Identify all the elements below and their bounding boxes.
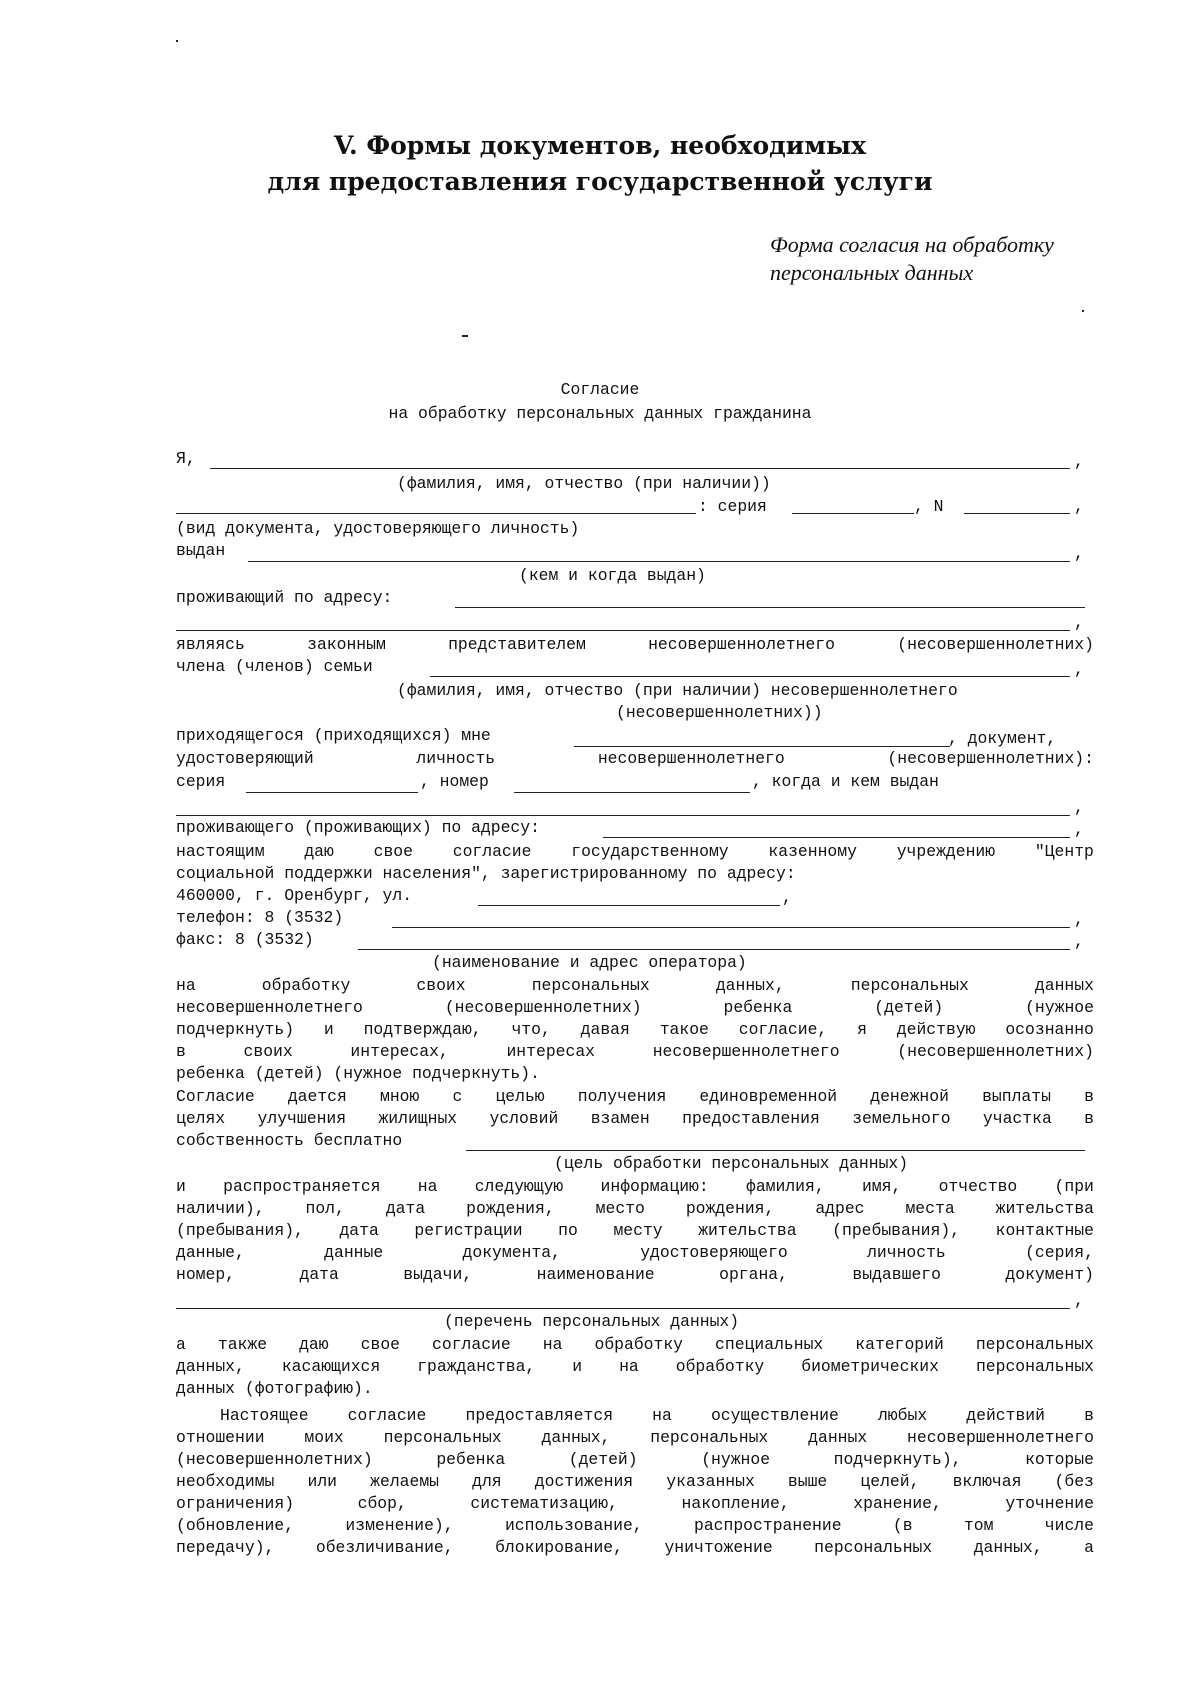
- p3-text-3-word: контактные: [995, 1221, 1094, 1240]
- p1-text-4-word: интересах,: [350, 1042, 449, 1061]
- p1-text-3-word: согласие,: [738, 1020, 828, 1039]
- p5-line-2: [176, 1428, 1094, 1448]
- relation-field-line: [574, 746, 950, 747]
- p5-text-3-word: подчеркнуть),: [833, 1450, 962, 1469]
- p1-text-2-word: ребенка: [723, 998, 793, 1017]
- p5-text-5-word: систематизацию,: [470, 1494, 618, 1513]
- comma: ,: [1074, 820, 1084, 839]
- p4-text-2-word: обработку: [675, 1357, 765, 1376]
- p1-text-1-word: персональных: [850, 976, 969, 995]
- child-doc-field-line: [176, 815, 1070, 816]
- p5-text-3-word: (детей): [568, 1450, 638, 1469]
- p4-text-1-word: на: [542, 1335, 563, 1354]
- vydan-caption: (кем и когда выдан): [519, 566, 706, 585]
- p5-text-6-word: числе: [1044, 1516, 1094, 1535]
- fax-field-line: [358, 949, 1070, 950]
- p4-text-1-word: персональных: [975, 1335, 1094, 1354]
- p5-text-2-word: персональных: [383, 1428, 502, 1447]
- p3-text-1-word: имя,: [861, 1177, 902, 1196]
- rep-text-word: законным: [307, 635, 386, 654]
- rep-text-word: (несовершеннолетних): [897, 635, 1094, 654]
- form-note-line1: Форма согласия на обработку: [770, 232, 1054, 257]
- p3-text-1-word: распространяется: [223, 1177, 381, 1196]
- p5-text-1-word: любых: [877, 1406, 928, 1425]
- phone-field-line: [392, 927, 1070, 928]
- p5-text-1-word: предоставляется: [465, 1406, 614, 1425]
- address-field-line-2: [176, 630, 1070, 631]
- p3-text-3-word: (пребывания),: [176, 1221, 304, 1240]
- p5-text-4-word: необходимы: [176, 1472, 275, 1491]
- rep-text-word: несовершеннолетнего: [648, 635, 835, 654]
- p5-text-4-word: достижения: [534, 1472, 634, 1491]
- p3-text-1-word: на: [417, 1177, 438, 1196]
- p2-text-2-word: земельного: [852, 1109, 951, 1128]
- p1-text-4-word: (несовершеннолетних): [897, 1042, 1094, 1061]
- p4-text-2-word: данных,: [176, 1357, 245, 1376]
- p5-line-6: [176, 1516, 1094, 1536]
- p1-line-3: [176, 1020, 1094, 1040]
- comma: ,: [1074, 452, 1084, 471]
- nomer-field-line: [514, 792, 750, 793]
- p3-text-1-word: (при: [1054, 1177, 1094, 1196]
- consent-text-1-word: учреждению: [896, 842, 996, 861]
- p2-text-2-word: целях: [176, 1109, 226, 1128]
- p1-text-3-word: осознанно: [1005, 1020, 1094, 1039]
- p1-line-2: [176, 998, 1094, 1018]
- p3-text-3-word: по: [558, 1221, 578, 1240]
- p5-text-2-word: несовершеннолетнего: [907, 1428, 1094, 1447]
- consent-text-1-word: свое: [373, 842, 413, 861]
- list-caption: (перечень персональных данных): [444, 1312, 740, 1331]
- p1-line-5: ребенка (детей) (нужное подчеркнуть).: [176, 1064, 540, 1083]
- p5-text-7-word: блокирование,: [495, 1538, 623, 1557]
- p5-text-5-word: хранение,: [853, 1494, 942, 1513]
- fio-caption: (фамилия, имя, отчество (при наличии)): [397, 474, 771, 493]
- data-list-field-line: [176, 1308, 1070, 1309]
- p1-text-3-word: подтверждаю,: [363, 1020, 482, 1039]
- operator-caption: (наименование и адрес оператора): [432, 953, 747, 972]
- p3-text-3-word: дата: [339, 1221, 379, 1240]
- p2-text-1-word: получения: [577, 1087, 667, 1106]
- p5-text-2-word: моих: [304, 1428, 344, 1447]
- document-label: , документ,: [948, 729, 1057, 748]
- p5-line-3: [176, 1450, 1094, 1470]
- p2-line-1: [176, 1087, 1094, 1107]
- p3-text-2-word: наличии),: [176, 1199, 265, 1218]
- consent-subtitle: на обработку персональных данных гражданина: [388, 404, 812, 423]
- consent-text-1-word: "Центр: [1034, 842, 1094, 861]
- p5-text-7-word: обезличивание,: [315, 1538, 454, 1557]
- p5-text-5-word: накопление,: [681, 1494, 790, 1513]
- p5-line-7: [176, 1538, 1094, 1558]
- consent-text-1-word: даю: [304, 842, 334, 861]
- p2-text-1-word: целью: [495, 1087, 545, 1106]
- p5-text-2-word: персональных: [650, 1428, 769, 1447]
- form-note: [770, 231, 1100, 287]
- p3-text-3-word: (пребывания),: [832, 1221, 961, 1240]
- p4-line-3: данных (фотографию).: [176, 1379, 373, 1398]
- child-address-field-line: [603, 837, 1070, 838]
- p1-line-4: [176, 1042, 1094, 1062]
- doc-caption: (вид документа, удостоверяющего личность): [176, 519, 580, 538]
- p4-text-2-word: гражданства,: [417, 1357, 536, 1376]
- p2-text-2-word: предоставления: [682, 1109, 820, 1128]
- vydan-label: выдан: [176, 541, 226, 560]
- p5-text-5-word: сбор,: [357, 1494, 407, 1513]
- p3-line-3: [176, 1221, 1094, 1241]
- rep-text-word: представителем: [448, 635, 586, 654]
- comma: ,: [782, 888, 792, 907]
- p3-text-4-word: (серия,: [1025, 1243, 1094, 1262]
- p1-text-4-word: несовершеннолетнего: [652, 1042, 840, 1061]
- p5-text-7-word: уничтожение: [664, 1538, 773, 1557]
- p2-text-1-word: в: [1084, 1087, 1094, 1106]
- p5-text-6-word: (обновление,: [176, 1516, 295, 1535]
- p5-text-1-word: осуществление: [710, 1406, 839, 1425]
- child-fio-field-line: [430, 676, 1070, 677]
- p5-text-6-word: распространение: [694, 1516, 842, 1535]
- p5-text-4-word: указанных: [666, 1472, 755, 1491]
- p5-text-7-word: а: [1084, 1538, 1094, 1557]
- p4-text-1-word: свое: [360, 1335, 400, 1354]
- purpose-caption: (цель обработки персональных данных): [554, 1154, 909, 1173]
- p1-text-1-word: своих: [416, 976, 466, 995]
- address-label: проживающий по адресу:: [176, 588, 393, 607]
- p4-text-1-word: даю: [299, 1335, 329, 1354]
- p2-text-1-word: единовременной: [699, 1087, 838, 1106]
- besplatno-label: собственность бесплатно: [176, 1131, 403, 1150]
- p4-line-2: [176, 1357, 1094, 1377]
- ya-label: Я,: [176, 449, 196, 468]
- prikhod-label: приходящегося (приходящихся) мне: [176, 726, 491, 745]
- p1-text-2-word: (несовершеннолетних): [444, 998, 642, 1017]
- comma: ,: [1074, 613, 1084, 632]
- consent-line-1: [176, 842, 1094, 862]
- rep-text-word: являясь: [176, 635, 245, 654]
- p4-text-2-word: персональных: [975, 1357, 1094, 1376]
- seria-field-line: [792, 513, 914, 514]
- p1-text-1-word: обработку: [261, 976, 351, 995]
- udost-text-word: удостоверяющий: [176, 749, 314, 768]
- p3-text-2-word: жительства: [995, 1199, 1094, 1218]
- p3-text-5-word: наименование: [536, 1265, 655, 1284]
- p5-text-6-word: (в: [892, 1516, 913, 1535]
- scan-speck: [1082, 310, 1084, 312]
- p3-text-5-word: выдавшего: [852, 1265, 941, 1284]
- p4-text-2-word: биометрических: [801, 1357, 939, 1376]
- p3-text-5-word: дата: [299, 1265, 339, 1284]
- p1-text-3-word: я: [857, 1020, 867, 1039]
- p5-text-4-word: (без: [1054, 1472, 1094, 1491]
- fax-label: факс: 8 (3532): [176, 930, 314, 949]
- p5-text-4-word: или: [307, 1472, 338, 1491]
- p3-line-5: [176, 1265, 1094, 1285]
- p3-text-4-word: удостоверяющего: [640, 1243, 788, 1262]
- p1-text-1-word: данных,: [715, 976, 785, 995]
- p5-line-4: [176, 1472, 1094, 1492]
- p5-text-4-word: выше: [787, 1472, 828, 1491]
- p2-text-2-word: улучшения: [257, 1109, 347, 1128]
- p2-text-2-word: жилищных: [378, 1109, 458, 1128]
- p4-text-2-word: на: [619, 1357, 639, 1376]
- p3-text-1-word: следующую: [474, 1177, 564, 1196]
- comma: ,: [1074, 910, 1084, 929]
- p5-text-4-word: целей,: [860, 1472, 920, 1491]
- scan-speck: [176, 40, 178, 42]
- p5-text-3-word: (нужное: [701, 1450, 771, 1469]
- p1-text-3-word: действую: [896, 1020, 976, 1039]
- p1-text-3-word: такое: [659, 1020, 709, 1039]
- street-field-line: [478, 905, 780, 906]
- p3-line-4: [176, 1243, 1094, 1263]
- p1-text-3-word: и: [323, 1020, 334, 1039]
- p1-text-1-word: данных: [1034, 976, 1094, 995]
- p1-line-1: [176, 976, 1094, 996]
- p3-text-1-word: фамилия,: [745, 1177, 825, 1196]
- child-caption-1: (фамилия, имя, отчество (при наличии) несовершеннолетнего: [397, 681, 958, 700]
- p5-text-2-word: данных,: [541, 1428, 611, 1447]
- p5-line-5: [176, 1494, 1094, 1514]
- p5-text-3-word: которые: [1025, 1450, 1094, 1469]
- p2-text-1-word: с: [452, 1087, 463, 1106]
- seria2-label: серия: [176, 772, 226, 791]
- consent-text-1-word: казенному: [768, 842, 857, 861]
- p3-text-5-word: номер,: [176, 1265, 236, 1284]
- p4-text-1-word: а: [176, 1335, 186, 1354]
- p3-text-4-word: данные,: [176, 1243, 245, 1262]
- p5-text-3-word: ребенка: [436, 1450, 506, 1469]
- p3-text-2-word: дата: [385, 1199, 426, 1218]
- scan-speck: [462, 335, 468, 337]
- nomer-label: , номер: [420, 772, 489, 791]
- udost-line: [176, 749, 1094, 769]
- p2-text-1-word: денежной: [870, 1087, 949, 1106]
- p5-text-7-word: передачу),: [176, 1538, 275, 1557]
- p1-text-3-word: подчеркнуть): [176, 1020, 295, 1039]
- child-caption-2: (несовершеннолетних)): [616, 703, 823, 722]
- p1-text-2-word: несовершеннолетнего: [176, 998, 363, 1017]
- p2-text-1-word: мною: [379, 1087, 420, 1106]
- comma: ,: [1074, 1291, 1084, 1310]
- p4-text-2-word: касающихся: [281, 1357, 381, 1376]
- p3-line-2: [176, 1199, 1094, 1219]
- consent-text-1-word: настоящим: [176, 842, 265, 861]
- comma: ,: [1074, 544, 1084, 563]
- p5-text-7-word: персональных: [814, 1538, 933, 1557]
- p1-text-3-word: что,: [511, 1020, 551, 1039]
- p3-text-1-word: отчество: [938, 1177, 1018, 1196]
- p5-text-6-word: использование,: [504, 1516, 643, 1535]
- prozh2-label: проживающего (проживающих) по адресу:: [176, 818, 540, 837]
- p5-text-5-word: уточнение: [1005, 1494, 1094, 1513]
- p2-text-2-word: в: [1084, 1109, 1094, 1128]
- p4-text-1-word: специальных: [715, 1335, 824, 1354]
- address2-label: 460000, г. Оренбург, ул.: [176, 886, 413, 905]
- section-heading-line1: V. Формы документов, необходимых: [333, 131, 867, 160]
- p5-text-3-word: (несовершеннолетних): [176, 1450, 373, 1469]
- p3-text-4-word: личность: [867, 1243, 946, 1262]
- p5-text-6-word: изменение),: [345, 1516, 454, 1535]
- p5-text-1-word: на: [652, 1406, 672, 1425]
- p5-text-1-word: согласие: [347, 1406, 427, 1425]
- p3-text-1-word: и: [176, 1177, 186, 1196]
- p3-text-3-word: жительства: [698, 1221, 797, 1240]
- p2-text-2-word: условий: [489, 1109, 559, 1128]
- doc-type-field-line: [176, 513, 696, 514]
- p1-text-1-word: персональных: [531, 976, 650, 995]
- number-label: , N: [914, 497, 944, 516]
- p3-text-3-word: регистрации: [414, 1221, 523, 1240]
- p2-text-2-word: взамен: [590, 1109, 650, 1128]
- p1-text-2-word: (нужное: [1025, 998, 1094, 1017]
- rep-line-1: [176, 635, 1094, 655]
- p5-text-7-word: данных,: [973, 1538, 1043, 1557]
- p5-line-1: [220, 1406, 1094, 1426]
- p5-text-1-word: в: [1084, 1406, 1094, 1425]
- p5-text-1-word: действий: [966, 1406, 1045, 1425]
- p5-text-2-word: данных: [808, 1428, 868, 1447]
- udost-text-word: (несовершеннолетних):: [887, 749, 1094, 768]
- udost-text-word: несовершеннолетнего: [597, 749, 785, 768]
- p3-text-5-word: органа,: [719, 1265, 788, 1284]
- seria-label: : серия: [698, 497, 767, 516]
- p3-text-5-word: документ): [1005, 1265, 1094, 1284]
- p3-text-2-word: места: [905, 1199, 955, 1218]
- p5-text-2-word: отношении: [176, 1428, 265, 1447]
- p2-line-2: [176, 1109, 1094, 1129]
- p1-text-3-word: давая: [580, 1020, 630, 1039]
- comma: ,: [1074, 497, 1084, 516]
- fio-field-line: [210, 468, 1070, 469]
- p5-text-1-word: Настоящее: [220, 1406, 309, 1425]
- p1-text-4-word: в: [176, 1042, 186, 1061]
- p4-line-1: [176, 1335, 1094, 1355]
- p5-text-4-word: желаемы: [370, 1472, 439, 1491]
- p2-text-1-word: Согласие: [176, 1087, 255, 1106]
- p1-text-4-word: интересах: [506, 1042, 595, 1061]
- consent-line-2: социальной поддержки населения", зарегистрированному по адресу:: [176, 864, 796, 883]
- p3-text-4-word: документа,: [462, 1243, 561, 1262]
- comma: ,: [1074, 932, 1084, 951]
- p1-text-4-word: своих: [243, 1042, 293, 1061]
- vydan-field-line: [248, 561, 1070, 562]
- p4-text-2-word: и: [572, 1357, 583, 1376]
- p5-text-6-word: том: [963, 1516, 994, 1535]
- p4-text-1-word: также: [217, 1335, 268, 1354]
- form-note-line2: персональных данных: [770, 260, 974, 285]
- p2-text-1-word: дается: [287, 1087, 347, 1106]
- p1-text-1-word: на: [176, 976, 196, 995]
- p3-text-3-word: месту: [613, 1221, 663, 1240]
- p5-text-4-word: включая: [952, 1472, 1022, 1491]
- udost-text-word: личность: [416, 749, 496, 768]
- p3-text-2-word: место: [595, 1199, 645, 1218]
- address-field-line: [455, 607, 1085, 608]
- p3-text-2-word: рождения,: [685, 1199, 775, 1218]
- p5-text-4-word: для: [472, 1472, 502, 1491]
- p3-text-2-word: пол,: [305, 1199, 345, 1218]
- p2-text-2-word: участка: [982, 1109, 1052, 1128]
- p3-text-4-word: данные: [324, 1243, 384, 1262]
- p2-text-1-word: выплаты: [982, 1087, 1051, 1106]
- p1-text-2-word: (детей): [874, 998, 944, 1017]
- p3-text-2-word: адрес: [815, 1199, 865, 1218]
- p4-text-1-word: обработку: [594, 1335, 684, 1354]
- phone-label: телефон: 8 (3532): [176, 908, 344, 927]
- comma: ,: [1074, 798, 1084, 817]
- p4-text-1-word: согласие: [432, 1335, 511, 1354]
- p3-text-2-word: рождения,: [466, 1199, 555, 1218]
- consent-title: Согласие: [560, 380, 640, 399]
- p5-text-5-word: ограничения): [176, 1494, 295, 1513]
- number-field-line: [964, 513, 1070, 514]
- seria2-field-line: [246, 792, 418, 793]
- kogda-label: , когда и кем выдан: [752, 772, 939, 791]
- section-heading-line2: для предоставления государственной услуги: [267, 167, 933, 196]
- p3-text-1-word: информацию:: [600, 1177, 709, 1196]
- purpose-field-line: [466, 1150, 1085, 1151]
- p4-text-1-word: категорий: [855, 1335, 944, 1354]
- p3-line-1: [176, 1177, 1094, 1197]
- consent-text-1-word: согласие: [452, 842, 532, 861]
- comma: ,: [1074, 660, 1084, 679]
- p3-text-5-word: выдачи,: [403, 1265, 473, 1284]
- consent-text-1-word: государственному: [571, 842, 729, 861]
- rep-line-2: члена (членов) семьи: [176, 657, 373, 676]
